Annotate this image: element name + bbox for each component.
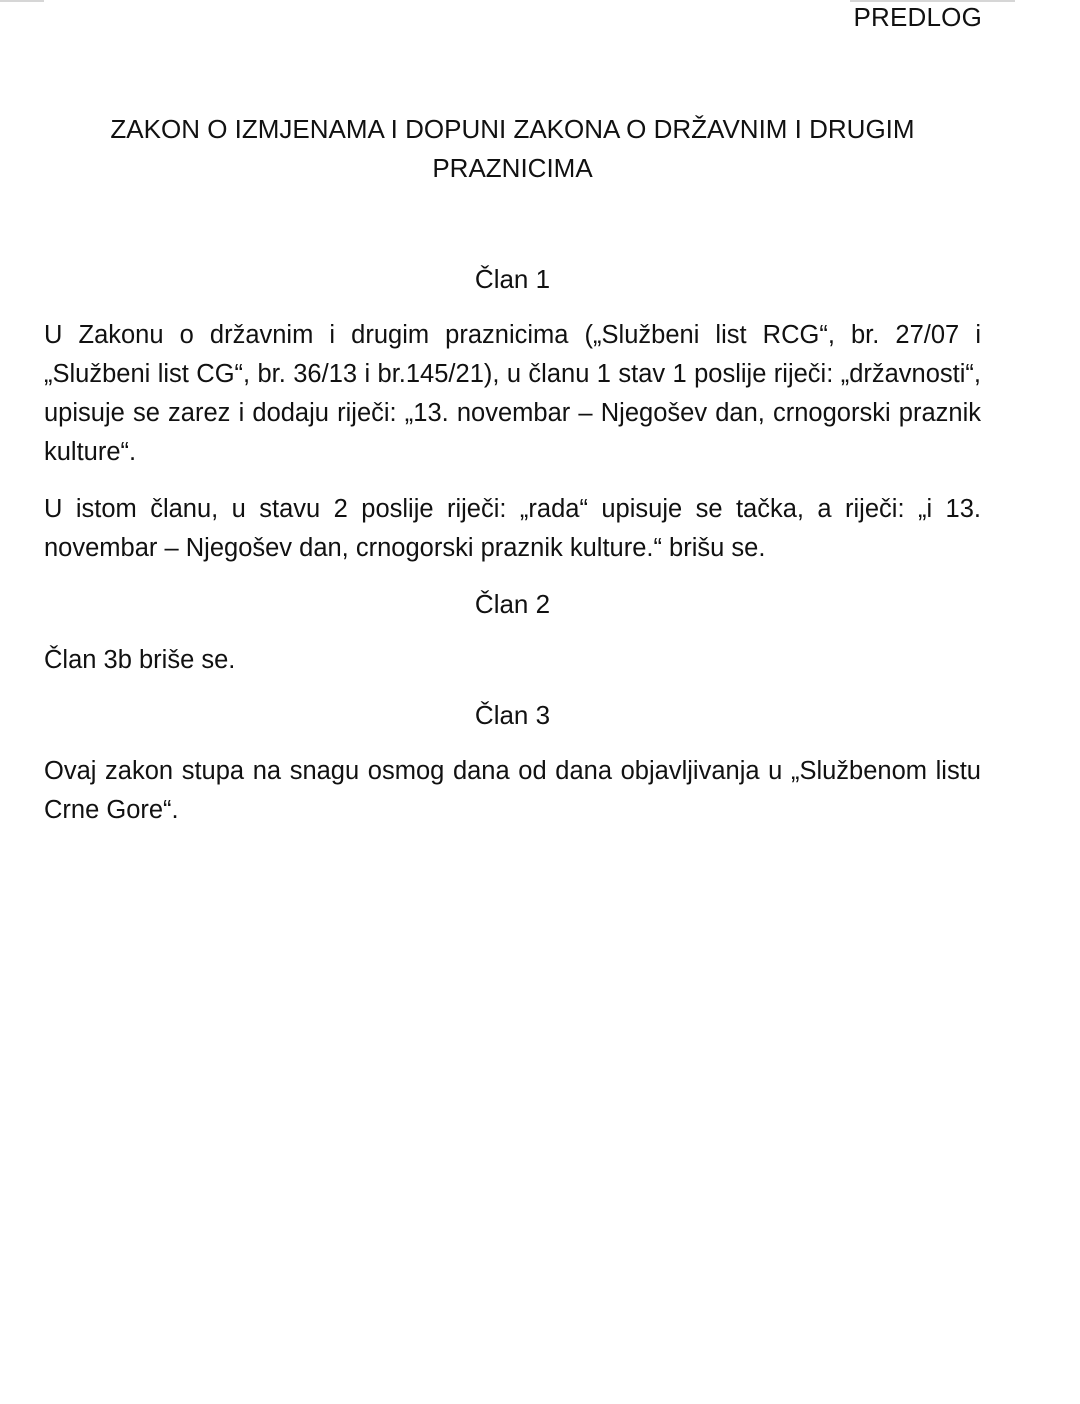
article-3-heading: Član 3 xyxy=(474,700,551,730)
article-1-paragraph-1: U Zakonu o državnim i drugim praznicima („Službeni list RCG“, br. 27/07 i „Službeni list CG“, br. 36/13 i br.145/21), u članu 1 stav 1 poslije riječi: „državnosti“, upisuje se zarez i dodaju riječi: „13. novembar – Njegošev dan, crnogorski praznik kulture“. xyxy=(44,321,981,466)
document-status-label: PREDLOG xyxy=(853,2,982,32)
article-1-heading: Član 1 xyxy=(474,264,551,294)
document-title: ZAKON O IZMJENAMA I DOPUNI ZAKONA O DRŽAVNIM I DRUGIM PRAZNICIMA xyxy=(110,114,915,183)
article-2-paragraph-1: Član 3b briše se. xyxy=(44,646,236,674)
article-1-paragraph-2: U istom članu, u stavu 2 poslije riječi: „rada“ upisuje se tačka, a riječi: „i 13. novembar – Njegošev dan, crnogorski praznik kulture.“ brišu se. xyxy=(44,495,981,562)
top-divider-left xyxy=(0,0,44,2)
article-3-paragraph-1: Ovaj zakon stupa na snagu osmog dana od dana objavljivanja u „Službenom listu Crne Gore“. xyxy=(44,757,981,824)
article-2-heading: Član 2 xyxy=(474,589,551,619)
